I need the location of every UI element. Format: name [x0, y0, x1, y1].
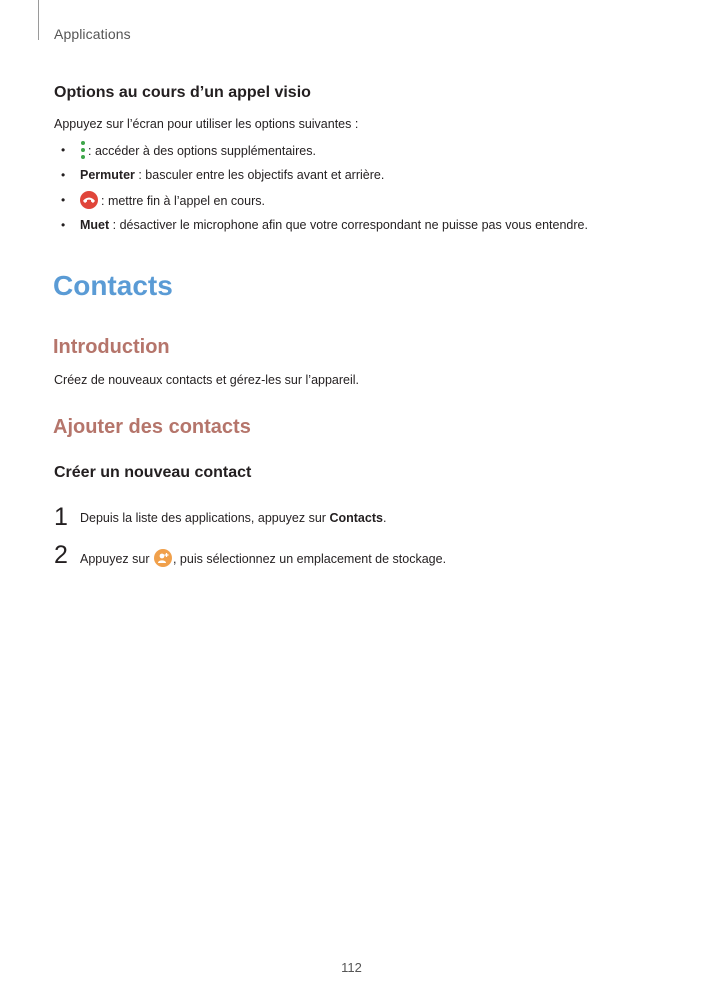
bullet-dot: •	[61, 168, 66, 182]
step-text	[80, 549, 446, 567]
step-number: 1	[54, 503, 68, 531]
chapter-title: Contacts	[53, 270, 173, 301]
bullet-dot: •	[61, 218, 66, 232]
introduction-heading: Introduction	[53, 336, 170, 358]
list-item	[54, 191, 588, 216]
step-text-part: Appuyez sur	[80, 552, 153, 566]
video-call-options-heading: Options au cours d’un appel visio	[54, 84, 311, 101]
video-call-options-list	[54, 141, 588, 241]
page-number: 112	[341, 960, 362, 975]
end-call-icon	[80, 191, 98, 209]
option-text: : mettre fin à l’appel en cours.	[101, 194, 265, 208]
step-text-part: Depuis la liste des applications, appuyez sur	[80, 511, 330, 525]
add-contact-icon	[154, 549, 172, 567]
option-term: Permuter	[80, 168, 135, 182]
bullet-dot: •	[61, 193, 66, 207]
option-term: Muet	[80, 218, 110, 232]
step-text-part: .	[382, 511, 387, 525]
list-item	[54, 141, 588, 166]
list-item	[54, 166, 588, 191]
step-number: 2	[54, 541, 68, 569]
video-call-options-intro: Appuyez sur l’écran pour utiliser les options suivantes :	[54, 117, 359, 131]
step-bold-term: Contacts	[329, 511, 383, 525]
step-text	[80, 511, 386, 525]
option-text: : désactiver le microphone afin que votre correspondant ne puisse pas vous entendre.	[109, 218, 588, 232]
add-contacts-heading: Ajouter des contacts	[53, 416, 251, 438]
introduction-text: Créez de nouveaux contacts et gérez-les sur l’appareil.	[54, 373, 360, 387]
bullet-dot: •	[61, 143, 66, 157]
option-text: : accéder à des options supplémentaires.	[88, 144, 316, 158]
list-item	[54, 216, 588, 241]
step-text-part: , puis sélectionnez un emplacement de stockage.	[172, 552, 447, 566]
header-rule	[38, 0, 39, 40]
create-contact-heading: Créer un nouveau contact	[54, 464, 252, 481]
more-options-icon	[80, 141, 86, 159]
section-header: Applications	[54, 26, 131, 42]
option-text: : basculer entre les objectifs avant et arrière.	[134, 168, 385, 182]
